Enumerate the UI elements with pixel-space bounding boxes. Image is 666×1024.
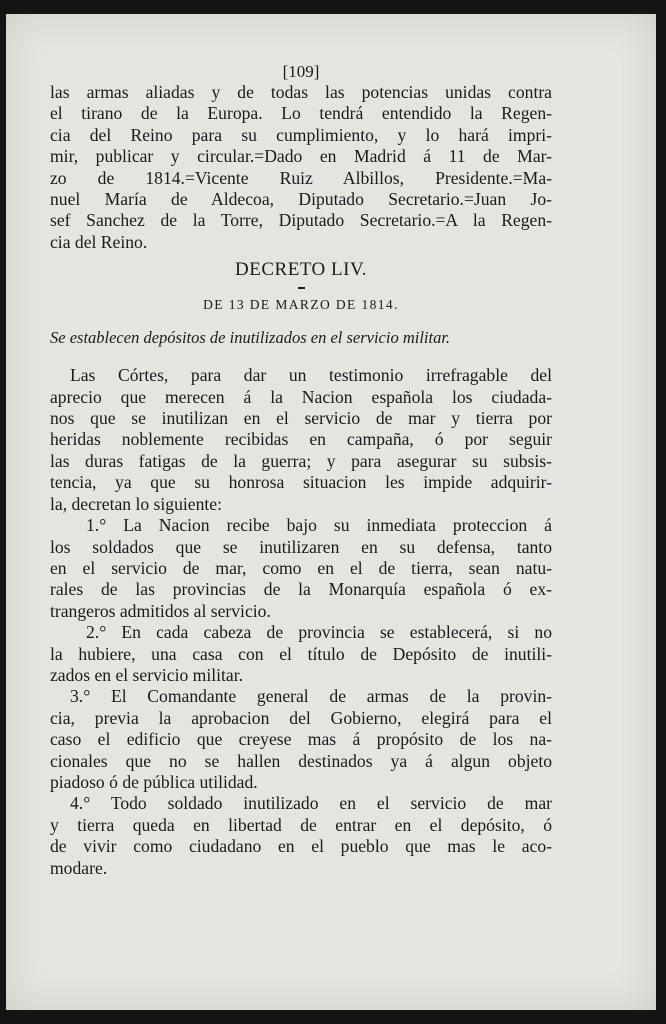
decree-title: DECRETO LIV. bbox=[235, 259, 367, 281]
text-line: las duras fatigas de la guerra; y para asegurar su subsis- bbox=[50, 450, 552, 471]
text-line: cionales que no se hallen destinados ya á algun objeto bbox=[50, 750, 552, 771]
preamble-paragraph bbox=[50, 365, 552, 515]
text-line: los soldados que se inutilizaren en su defensa, tanto bbox=[50, 536, 552, 557]
text-line: de vivir como ciudadano en el pueblo que mas le aco- bbox=[50, 836, 552, 857]
text-line: mir, publicar y circular.=Dado en Madrid á 11 de Mar- bbox=[50, 146, 552, 167]
text-line: 2.° En cada cabeza de provincia se establecerá, si no bbox=[86, 622, 552, 643]
text-line: Las Córtes, para dar un testimonio irrefragable del bbox=[70, 365, 552, 386]
text-line: 4.° Todo soldado inutilizado en el servicio de mar bbox=[70, 793, 552, 814]
text-line: aprecio que merecen á la Nacion española los ciudada- bbox=[50, 386, 552, 407]
text-line: cia del Reino. bbox=[50, 231, 148, 252]
article-2 bbox=[50, 622, 552, 686]
article-3 bbox=[50, 686, 552, 793]
decree-subtitle: Se establecen depósitos de inutilizados en el servicio militar. bbox=[50, 328, 451, 348]
text-line: modare. bbox=[50, 857, 108, 878]
article-4 bbox=[50, 793, 552, 879]
book-page bbox=[6, 14, 656, 1010]
page-number: [109] bbox=[282, 62, 320, 81]
text-line: zados en el servicio militar. bbox=[50, 664, 243, 685]
text-line: piadoso ó de pública utilidad. bbox=[50, 771, 258, 792]
text-line: en el servicio de mar, como en el de tierra, sean natu- bbox=[50, 557, 552, 578]
text-line: zo de 1814.=Vicente Ruiz Albillos, Presidente.=Ma- bbox=[50, 167, 552, 188]
text-line: trangeros admitidos al servicio. bbox=[50, 600, 271, 621]
article-1 bbox=[50, 515, 552, 622]
text-line: cia del Reino para su cumplimiento, y lo hará impri- bbox=[50, 124, 552, 145]
intro-paragraph bbox=[50, 82, 552, 253]
text-line: tencia, ya que su honrosa situacion les impide adquirir- bbox=[50, 472, 552, 493]
text-line: nuel María de Aldecoa, Diputado Secretario.=Juan Jo- bbox=[50, 189, 552, 210]
page-text bbox=[50, 62, 552, 879]
text-line: caso el edificio que creyese mas á propósito de los na- bbox=[50, 729, 552, 750]
text-line: la hubiere, una casa con el título de Depósito de inutili- bbox=[50, 643, 552, 664]
title-dash bbox=[298, 287, 305, 289]
text-line: 1.° La Nacion recibe bajo su inmediata proteccion á bbox=[86, 515, 552, 536]
text-line: las armas aliadas y de todas las potencias unidas contra bbox=[50, 82, 552, 102]
text-line: heridas noblemente recibidas en campaña, ó por seguir bbox=[50, 429, 552, 450]
text-line: la, decretan lo siguiente: bbox=[50, 493, 222, 514]
decree-date: DE 13 DE MARZO DE 1814. bbox=[203, 297, 399, 313]
text-line: rales de las provincias de la Monarquía española ó ex- bbox=[50, 579, 552, 600]
text-line: cia, previa la aprobacion del Gobierno, elegirá para el bbox=[50, 707, 552, 728]
text-line: y tierra queda en libertad de entrar en el depósito, ó bbox=[50, 814, 552, 835]
text-line: nos que se inutilizan en el servicio de mar y tierra por bbox=[50, 408, 552, 429]
text-line: 3.° El Comandante general de armas de la provin- bbox=[70, 686, 552, 707]
text-line: el tirano de la Europa. Lo tendrá entendido la Regen- bbox=[50, 103, 552, 124]
text-line: sef Sanchez de la Torre, Diputado Secretario.=A la Regen- bbox=[50, 210, 552, 231]
